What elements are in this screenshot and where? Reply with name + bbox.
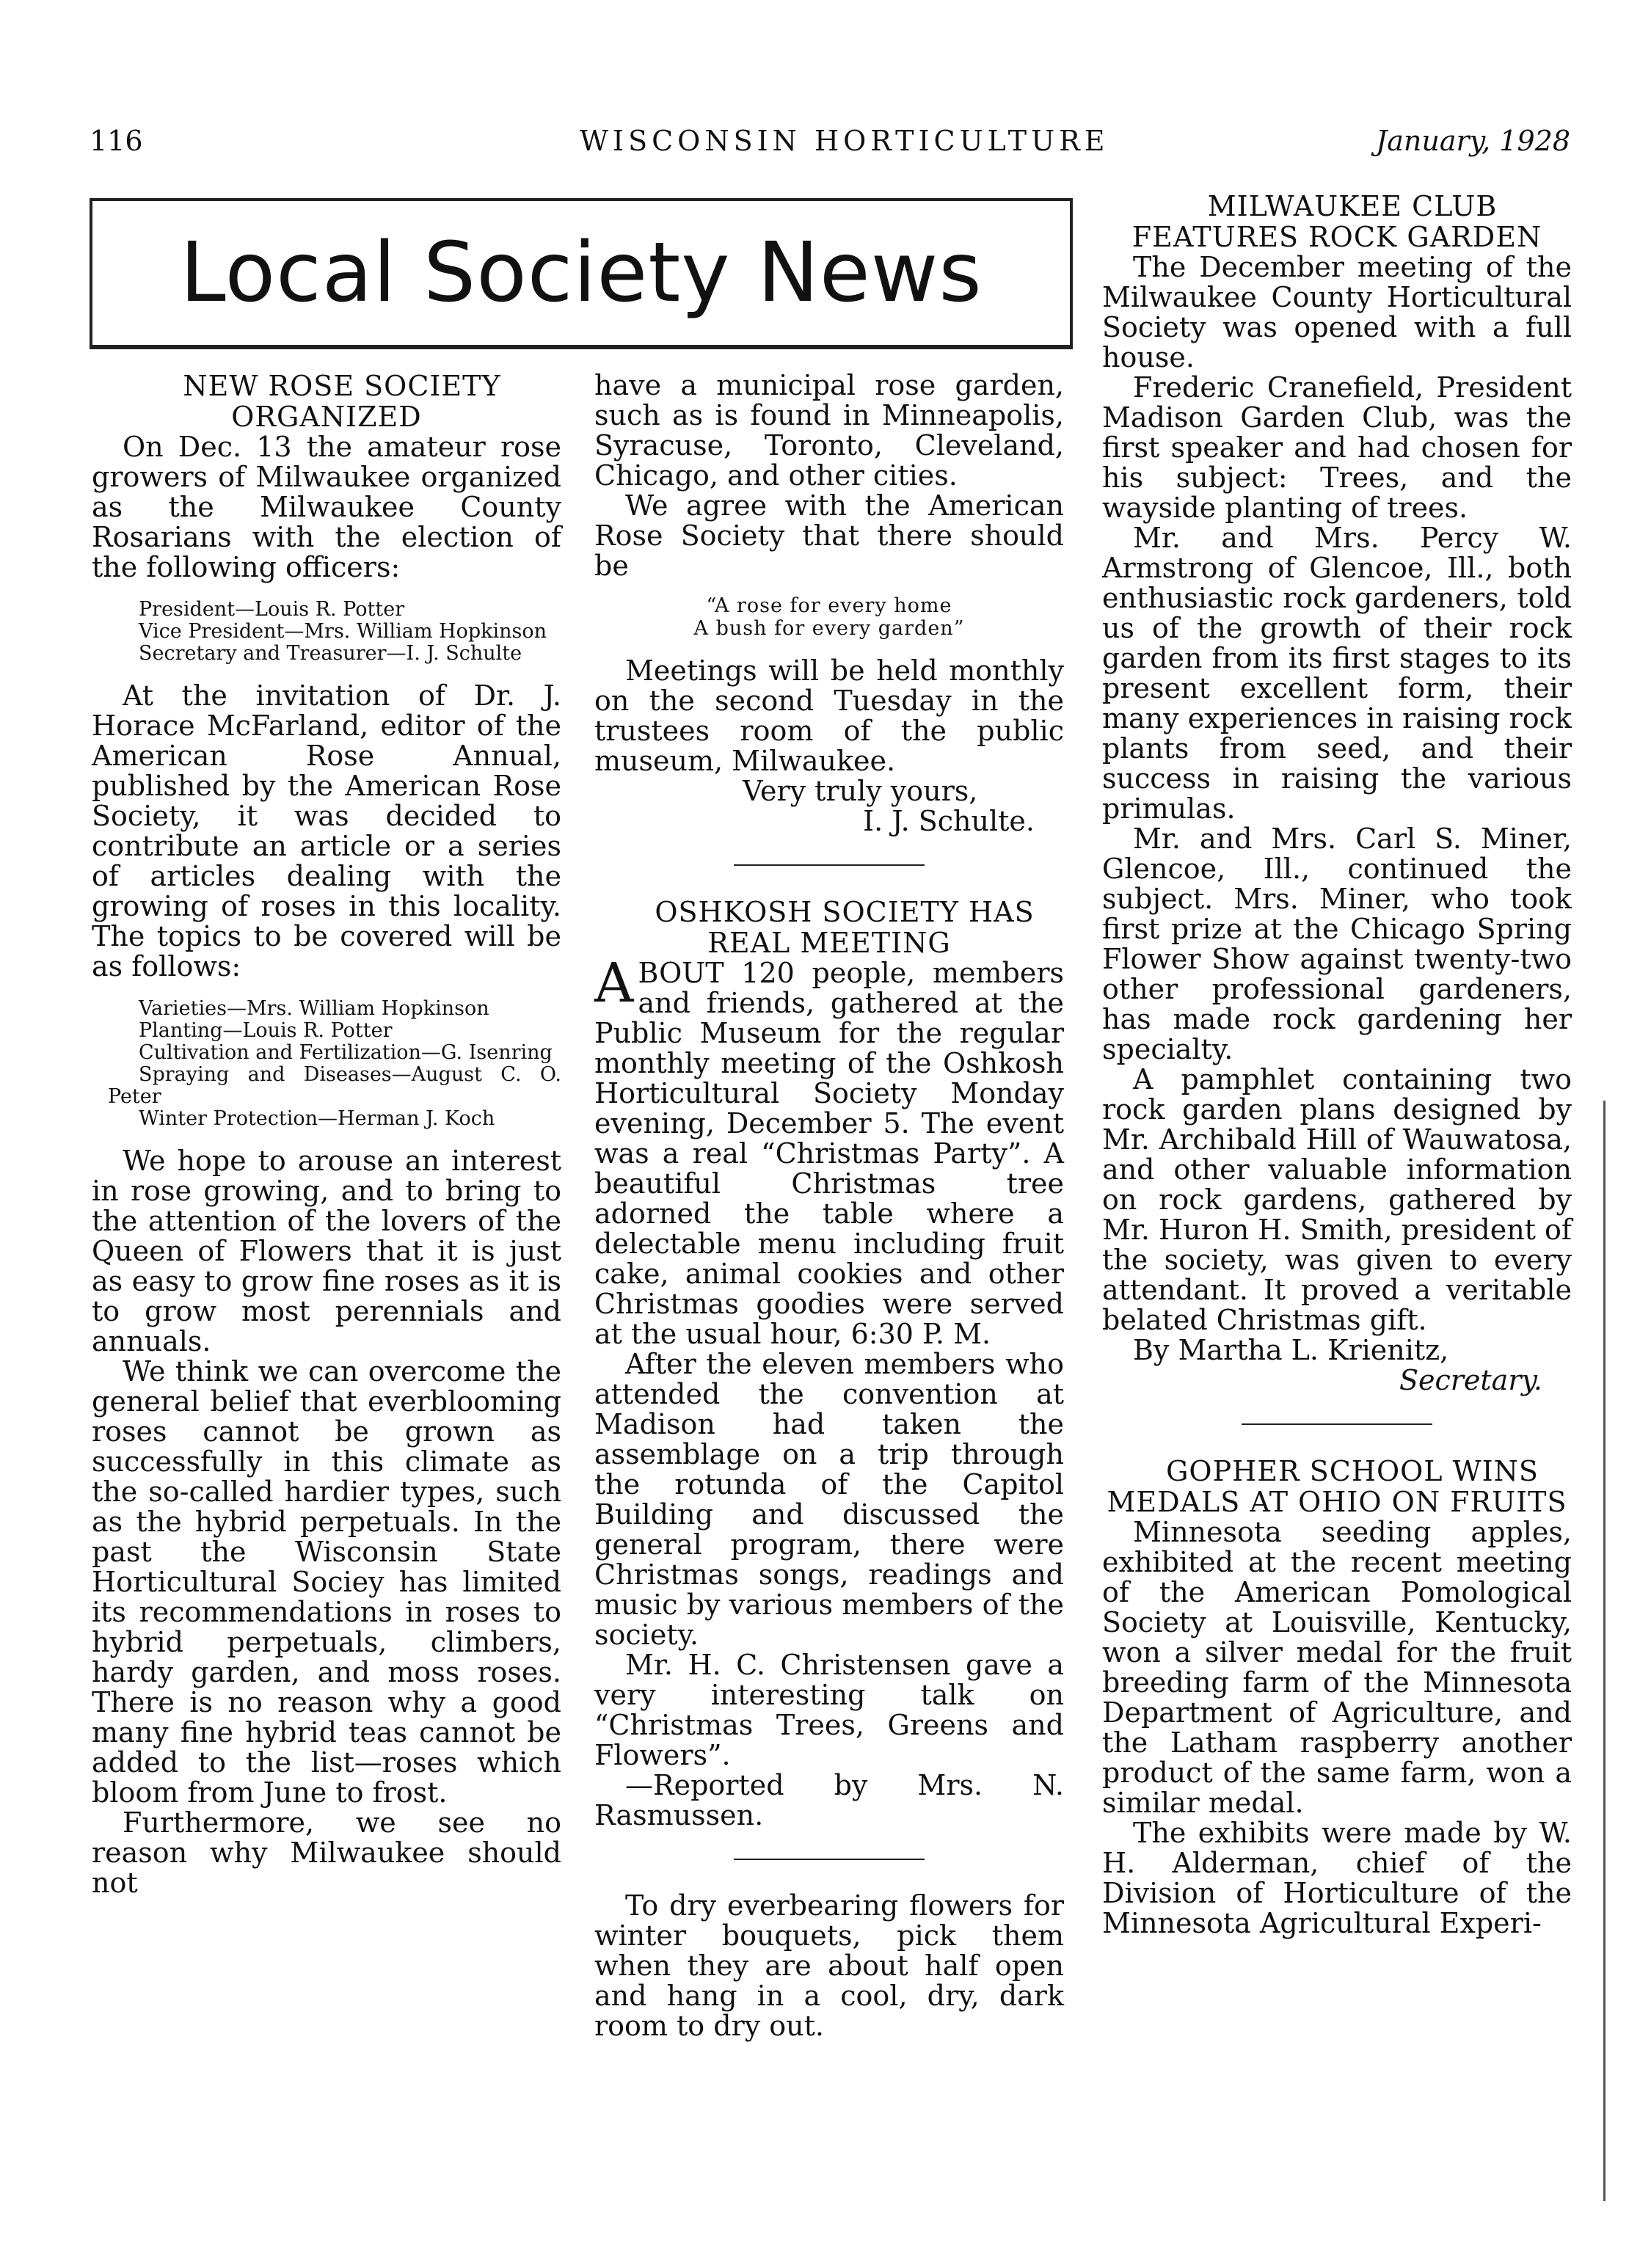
oshkosh-reported-by: —Reported by Mrs. N. Rasmussen. (594, 1769, 1064, 1831)
letter-closing: Very truly yours, (743, 775, 978, 807)
milwaukee-club-paragraph: The December meeting of the Milwaukee County Horticultural Society was opened with a full house. (1102, 251, 1572, 373)
topic-item: Planting—Louis R. Potter (139, 1019, 393, 1042)
drop-cap: A (594, 952, 634, 1015)
oshkosh-text: BOUT 120 people, members and friends, gathered at the Public Museum for the regular monthly meeting of the Oshkosh Horticultural Society Monday evening, December 5. The event was a real “Christmas Party”. A beautiful Christmas tree adorned the table where a delectable menu including fruit cake, animal cookies and other Christmas goodies were served at the usual hour, 6:30 P. M. (594, 957, 1064, 1350)
section-title: Local Society News (180, 225, 983, 321)
section-divider (734, 864, 925, 866)
gopher-heading: GOPHER SCHOOL WINS MEDALS AT OHIO ON FRUITS (1107, 1455, 1567, 1518)
oshkosh-paragraph: After the eleven members who attended the convention at Madison had taken the assemblage on a trip through the rotunda of the Capitol Building and discussed the general program, there were Christmas songs, readings and music by various members of the society. (594, 1348, 1064, 1651)
rose-society-paragraph: At the invitation of Dr. J. Horace McFarland, editor of the American Rose Annual, published by the American Rose Society, it was decided to contribute an article or a series of articles dealing with the growing of roses in this locality. The topics to be covered will be as follows: (92, 679, 561, 982)
milwaukee-club-paragraph: Frederic Cranefield, President Madison Garden Club, was the first speaker and had chosen for his subject: Trees, and the wayside planting of trees. (1102, 371, 1572, 524)
motto-line: A bush for every garden” (693, 617, 965, 640)
milwaukee-club-paragraph: Mr. and Mrs. Percy W. Armstrong of Glencoe, Ill., both enthusiastic rock gardeners, told us of the growth of their rock garden from its first stages to its present excellent form, their many experiences in raising rock plants from seed, and their success in raising the various primulas. (1102, 522, 1572, 825)
rose-society-paragraph: We agree with the American Rose Society that there should be (594, 489, 1064, 582)
topic-item: Varieties—Mrs. William Hopkinson (139, 997, 489, 1020)
gopher-paragraph: The exhibits were made by W. H. Alderman, chief of the Division of Horticulture of the Minnesota Agricultural Experi- (1102, 1817, 1572, 1939)
column-3 (1102, 191, 1572, 1939)
column-2 (594, 371, 1064, 2041)
milwaukee-club-paragraph: Mr. and Mrs. Carl S. Miner, Glencoe, Ill., continued the subject. Mrs. Miner, who took first prize at the Chicago Spring Flower Show against twenty-two other professional gardeners, has made rock gardening her specialty. (1102, 823, 1572, 1065)
topics-list (92, 998, 561, 1130)
letter-signature: I. J. Schulte. (863, 805, 1035, 837)
topic-item: Winter Protection—Herman J. Koch (139, 1107, 495, 1130)
oshkosh-paragraph: Mr. H. C. Christensen gave a very interesting talk on “Christmas Trees, Greens and Flowers”. (594, 1649, 1064, 1771)
rose-society-paragraph: Meetings will be held monthly on the second Tuesday in the trustees room of the public museum, Milwaukee. (594, 654, 1064, 777)
scan-edge-line (1603, 1101, 1606, 2201)
rose-society-paragraph: We think we can overcome the general belief that everblooming roses cannot be grown as successfully in this climate as the so-called hardier types, such as the hybrid perpetuals. In the past the Wisconsin State Horticultural Sociey has limited its recommendations in roses to hybrid perpetuals, climbers, hardy garden, and moss roses. There is no reason why a good many fine hybrid teas cannot be added to the list—roses which bloom from June to frost. (92, 1355, 561, 1809)
section-divider (734, 1859, 925, 1860)
rose-motto (594, 594, 1064, 640)
officer-item: President—Louis R. Potter (139, 598, 405, 621)
officers-list (92, 599, 561, 665)
milwaukee-club-heading: MILWAUKEE CLUB FEATURES ROCK GARDEN (1131, 190, 1542, 253)
issue-date: January, 1928 (1376, 125, 1570, 157)
milwaukee-club-paragraph: A pamphlet containing two rock garden plans designed by Mr. Archibald Hill of Wauwatosa, and other valuable information on rock gardens, gathered by Mr. Huron H. Smith, president of the society, was given to every attendant. It proved a veritable belated Christmas gift. (1102, 1063, 1572, 1336)
section-divider (1242, 1423, 1432, 1425)
officer-item: Secretary and Treasurer—I. J. Schulte (139, 642, 522, 665)
motto-line: “A rose for every home (706, 594, 952, 617)
officer-item: Vice President—Mrs. William Hopkinson (139, 620, 547, 643)
oshkosh-heading: OSHKOSH SOCIETY HAS REAL MEETING (655, 896, 1035, 959)
page-number: 116 (90, 125, 143, 157)
milwaukee-club-role: Secretary. (1399, 1364, 1542, 1396)
gopher-paragraph: Minnesota seeding apples, exhibited at the recent meeting of the American Pomological Society at Louisville, Kentucky, won a silver medal for the fruit breeding farm of the Minnesota Department of Agriculture, and the Latham raspberry another product of the same farm, won a similar medal. (1102, 1516, 1572, 1819)
rose-society-paragraph: We hope to arouse an interest in rose growing, and to bring to the attention of the lovers of the Queen of Flowers that it is just as easy to grow fine roses as it is to grow most perennials and annuals. (92, 1145, 561, 1357)
rose-society-paragraph: On Dec. 13 the amateur rose growers of Milwaukee organized as the Milwaukee County Rosarians with the election of the following officers: (92, 431, 561, 583)
rose-society-paragraph: Furthermore, we see no reason why Milwaukee should not (92, 1806, 561, 1899)
section-masthead (90, 198, 1073, 349)
page-header (81, 125, 1570, 169)
publication-title: WISCONSIN HORTICULTURE (580, 125, 1109, 157)
rose-society-heading: NEW ROSE SOCIETY ORGANIZED (183, 370, 501, 433)
topic-item: Cultivation and Fertilization—G. Isenring (139, 1041, 553, 1064)
milwaukee-club-byline: By Martha L. Krienitz, (1133, 1334, 1449, 1366)
column-1 (92, 371, 561, 1898)
rose-society-paragraph: have a municipal rose garden, such as is found in Minneapolis, Syracuse, Toronto, Cleveland, Chicago, and other cities. (594, 369, 1064, 492)
tip-paragraph: To dry everbearing flowers for winter bouquets, pick them when they are about half open and hang in a cool, dry, dark room to dry out. (594, 1889, 1064, 2042)
topic-item: Spraying and Diseases—August C. O. Peter (108, 1063, 561, 1108)
oshkosh-paragraph (594, 952, 1064, 1350)
